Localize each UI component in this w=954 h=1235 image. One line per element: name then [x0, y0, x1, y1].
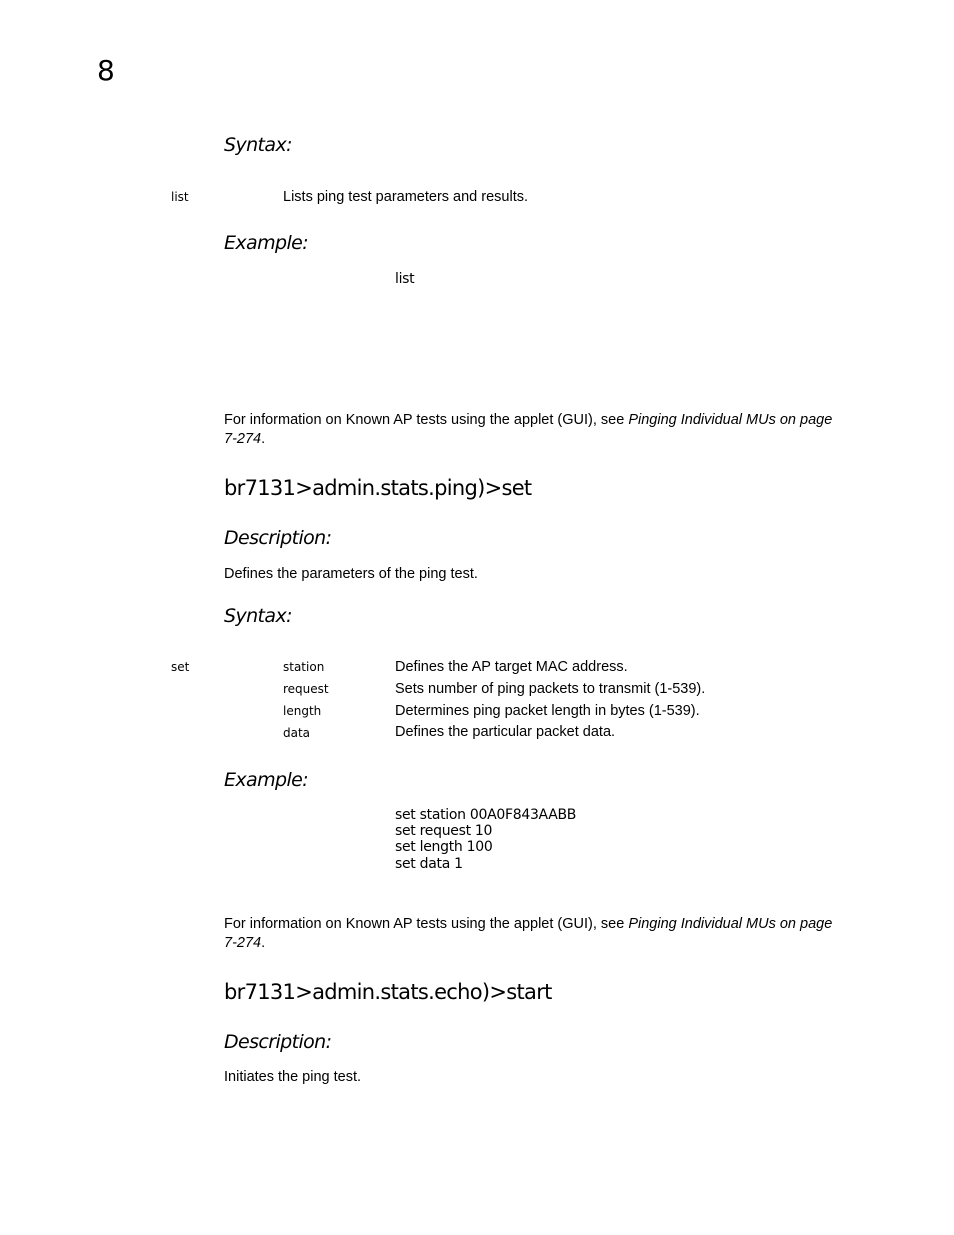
example-code-line: set station 00A0F843AABB: [395, 807, 577, 823]
syntax-param: station: [283, 660, 325, 674]
note-text: For information on Known AP tests using the applet (GUI), see: [224, 412, 629, 428]
description-text: Defines the parameters of the ping test.: [224, 566, 478, 582]
cross-reference-link[interactable]: Pinging Individual MUs on page 7-274: [224, 412, 833, 447]
example-code-line: set request 10: [395, 823, 493, 839]
syntax-command: set: [171, 660, 190, 674]
syntax-param-description: Determines ping packet length in bytes (1-539).: [395, 703, 700, 719]
syntax-description: Lists ping test parameters and results.: [283, 189, 529, 205]
syntax-heading: Syntax:: [224, 134, 292, 156]
syntax-param-description: Defines the AP target MAC address.: [395, 659, 628, 675]
syntax-heading: Syntax:: [224, 605, 292, 627]
description-text: Initiates the ping test.: [224, 1069, 362, 1085]
reference-note: [224, 411, 849, 448]
chapter-number: 8: [97, 54, 115, 87]
syntax-param-description: Sets number of ping packets to transmit (1-539).: [395, 681, 706, 697]
example-code-line: list: [395, 271, 415, 287]
syntax-command: list: [171, 190, 189, 204]
example-code-line: set data 1: [395, 856, 463, 872]
command-title: br7131>admin.stats.echo)>start: [224, 980, 552, 1004]
example-heading: Example:: [224, 232, 309, 254]
syntax-param: data: [283, 726, 311, 740]
description-heading: Description:: [224, 1031, 332, 1053]
note-suffix: .: [261, 430, 266, 447]
note-text: For information on Known AP tests using the applet (GUI), see: [224, 916, 629, 932]
syntax-param-description: Defines the particular packet data.: [395, 724, 616, 740]
reference-note: [224, 915, 849, 952]
description-heading: Description:: [224, 527, 332, 549]
example-code-line: set length 100: [395, 839, 493, 855]
syntax-param: request: [283, 682, 329, 696]
syntax-param: length: [283, 704, 322, 718]
cross-reference-link[interactable]: Pinging Individual MUs on page 7-274: [224, 916, 833, 951]
note-suffix: .: [261, 934, 266, 951]
example-heading: Example:: [224, 769, 309, 791]
command-title: br7131>admin.stats.ping)>set: [224, 476, 532, 500]
